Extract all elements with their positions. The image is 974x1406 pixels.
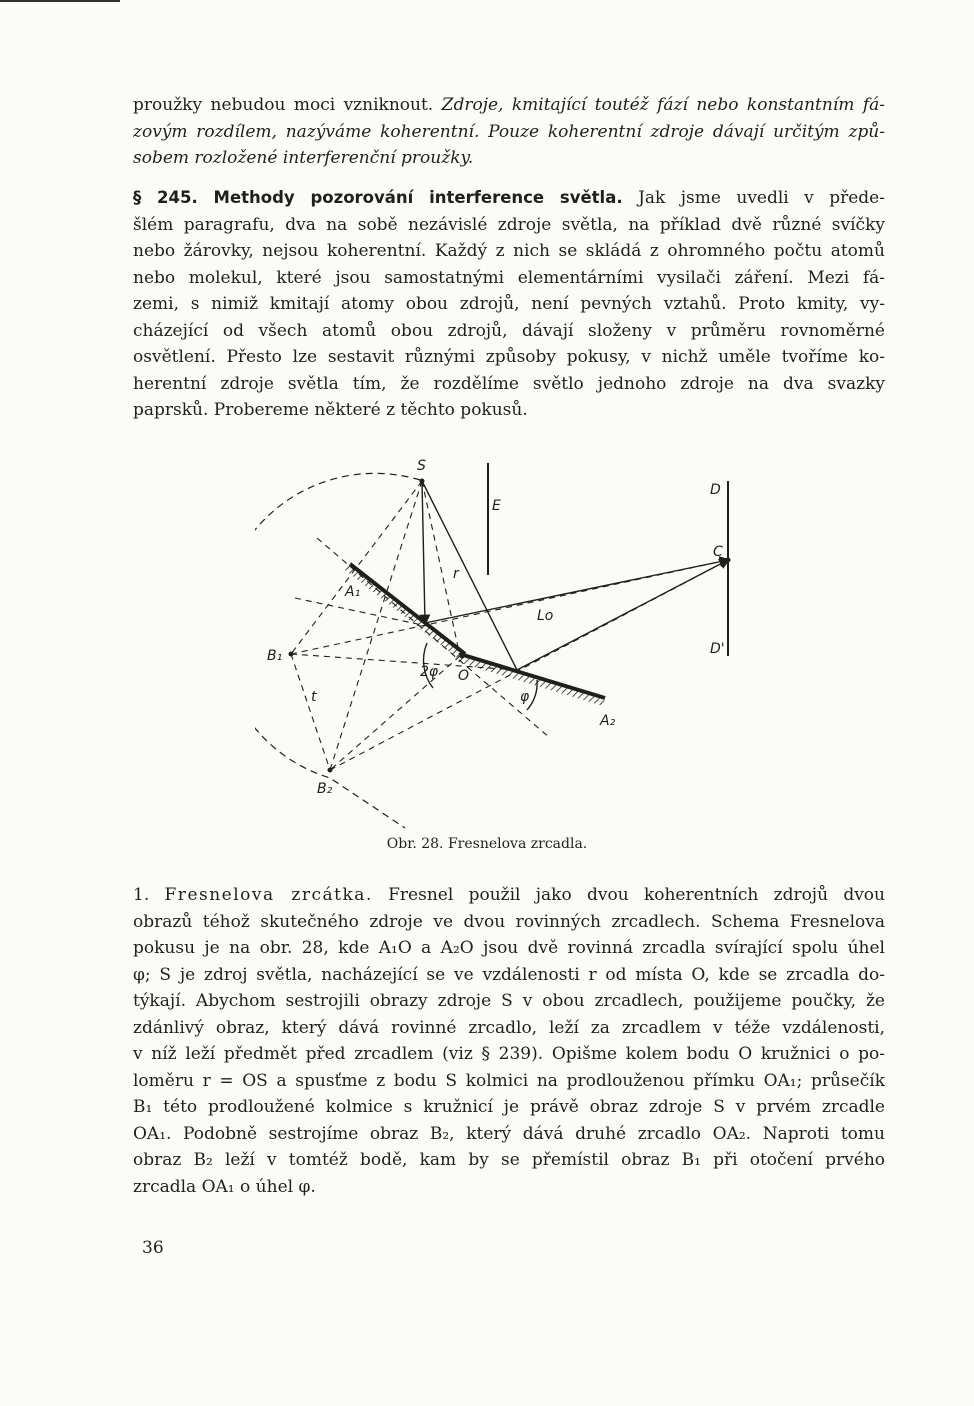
italic-run: sobem rozložené interferenční proužky.: [133, 148, 474, 168]
text-run: proužky nebudou moci vzniknout.: [133, 95, 442, 115]
text-run: Jak jsme uvedli v přede-: [622, 188, 885, 208]
point-b1: [289, 652, 294, 657]
label-phi: φ: [520, 689, 530, 705]
label-c: C: [713, 544, 723, 560]
text-run: 1.: [133, 885, 165, 905]
text-run: Fresnel použil jako dvou koherentních zdrojů dvou: [372, 885, 885, 905]
mirror-a1: [350, 564, 465, 654]
text-line: [133, 92, 885, 119]
text-line: týkají. Abychom sestrojili obrazy zdroje S v obou zrcadlech, použijeme poučky, že: [133, 991, 885, 1011]
label-a1: A₁: [345, 584, 361, 600]
italic-run: zovým rozdílem, nazýváme koherentní. Pouze koherentní zdroje dávají určitým způ-: [133, 121, 885, 142]
text-line: loměru r = OS a spusťme z bodu S kolmici na prodlouženou přímku OA₁; průsečík: [133, 1070, 885, 1091]
text-line: cházející od všech atomů obou zdrojů, dávají složeny v průměru rovnoměrné: [133, 320, 885, 341]
text-line: paprsků. Probereme některé z těchto pokusů.: [133, 400, 528, 420]
text-line: [133, 185, 885, 212]
text-line: nebo molekul, které jsou samostatnými elementárními vysilači záření. Mezi fá-: [133, 267, 885, 288]
label-d-prime: D': [710, 641, 725, 657]
label-b1: B₁: [267, 648, 283, 664]
label-lo: Lo: [537, 608, 554, 624]
point-b2: [328, 768, 333, 773]
label-2phi: 2φ: [420, 664, 439, 680]
text-line: [133, 119, 885, 146]
text-line: v níž leží předmět před zrcadlem (viz § 239). Opišme kolem bodu O kružnici o po-: [133, 1044, 885, 1064]
text-line: obraz B₂ leží v tomtéž bodě, kam by se přemístil obraz B₁ při otočení prvého: [133, 1150, 885, 1170]
fresnel-mirrors-diagram: [255, 448, 755, 838]
label-e: E: [492, 498, 501, 514]
mirror-a2: [460, 654, 605, 698]
text-line: φ; S je zdroj světla, nacházející se ve vzdálenosti r od místa O, kde se zrcadla do-: [133, 964, 885, 985]
top-edge-rule: [0, 0, 120, 2]
paragraph-section-245: [133, 185, 885, 424]
text-line: obrazů téhož skutečného zdroje ve dvou rovinných zrcadlech. Schema Fresnelova: [133, 911, 885, 932]
ray-s-down: [422, 481, 425, 623]
paragraph-fresnel-mirrors: [133, 882, 885, 1200]
paragraph-coherent-sources: [133, 92, 885, 172]
figure-caption: Obr. 28. Fresnelova zrcadla.: [386, 836, 588, 852]
page-number: 36: [142, 1238, 164, 1258]
section-heading: § 245. Methody pozorování interference světla.: [133, 188, 623, 207]
text-line: [133, 145, 885, 172]
text-line: pokusu je na obr. 28, kde A₁O a A₂O jsou dvě rovinná zrcadla svírající spolu úhel: [133, 938, 885, 958]
text-line: [133, 882, 885, 909]
label-b2: B₂: [317, 781, 333, 797]
text-line: zdánlivý obraz, který dává rovinné zrcadlo, leží za zrcadlem v téže vzdálenosti,: [133, 1017, 885, 1038]
construction-lines: [291, 481, 728, 770]
text-line: zrcadla OA₁ o úhel φ.: [133, 1176, 316, 1197]
point-s: [420, 479, 425, 484]
text-line: B₁ této prodloužené kolmice s kružnicí je právě obraz zdroje S v prvém zrcadle: [133, 1097, 885, 1117]
text-line: osvětlení. Přesto lze sestavit různými způsoby pokusy, v nichž uměle tvoříme ko-: [133, 347, 885, 367]
point-o: [460, 654, 465, 659]
text-line: nebo žárovky, nejsou koherentní. Každý z nich se skládá z ohromného počtu atomů: [133, 241, 885, 261]
text-line: herentní zdroje světla tím, že rozdělíme světlo jednoho zdroje na dva svazky: [133, 373, 885, 394]
label-a2: A₂: [600, 713, 616, 729]
text-line: šlém paragrafu, dva na sobě nezávislé zdroje světla, na příklad dvě různé svíčky: [133, 214, 885, 235]
spaced-heading: Fresnelova zrcátka.: [164, 885, 373, 905]
text-line: OA₁. Podobně sestrojíme obraz B₂, který dává druhé zrcadlo OA₂. Naproti tomu: [133, 1123, 885, 1144]
label-r: r: [453, 566, 459, 582]
label-t: t: [311, 689, 317, 705]
ray-s-right: [422, 481, 517, 670]
label-o: O: [458, 668, 470, 684]
text-line: zemi, s nimiž kmitají atomy obou zdrojů, není pevných vztahů. Proto kmity, vy-: [133, 294, 885, 314]
label-s: S: [417, 458, 426, 474]
point-c: [726, 558, 731, 563]
label-d: D: [710, 482, 721, 498]
italic-run: Zdroje, kmitající toutéž fází nebo konstantním fá-: [441, 95, 885, 115]
